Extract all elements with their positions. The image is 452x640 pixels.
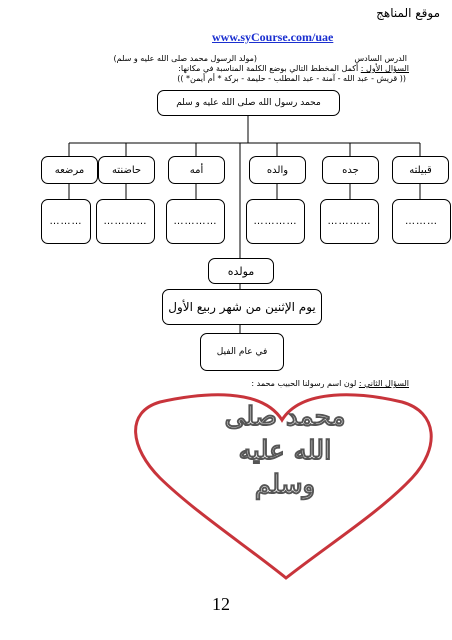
site-url-link[interactable]: www.syCourse.com/uae xyxy=(212,30,334,44)
birth-year: في عام الفيل xyxy=(200,333,284,371)
answer-blank-caretaker[interactable]: ………… xyxy=(96,199,155,244)
category-mother: أمه xyxy=(168,156,225,184)
category-wetnurse: مرضعه xyxy=(41,156,98,184)
question-two xyxy=(251,379,409,388)
page-number: 12 xyxy=(212,594,230,614)
category-grandfather: جده xyxy=(322,156,379,184)
diagram-root: محمد رسول الله صلى الله عليه و سلم xyxy=(157,90,340,116)
answer-blank-grandfather[interactable]: ………… xyxy=(320,199,379,244)
heart-text-line1[interactable]: محمد صلى xyxy=(224,402,346,432)
answer-blank-father[interactable]: ………… xyxy=(246,199,305,244)
question-two-text: لون اسم رسولنا الحبيب محمد : xyxy=(251,379,357,388)
category-tribe: قبيلته xyxy=(392,156,449,184)
site-name: موقع المناهج xyxy=(376,6,440,20)
answer-blank-tribe[interactable]: ……… xyxy=(392,199,451,244)
lesson-title: الدرس السادس xyxy=(354,54,407,63)
category-caretaker: حاضنته xyxy=(98,156,155,184)
birth-day: يوم الإثنين من شهر ربيع الأول xyxy=(162,289,322,325)
answer-blank-mother[interactable]: ………… xyxy=(166,199,225,244)
birth-label: مولده xyxy=(208,258,274,284)
word-bank: (( قريش - عبد الله - آمنة - عبد المطلب - حليمة - بركة * أم أيمن* )) xyxy=(177,74,406,83)
question-two-label: السؤال الثاني : xyxy=(358,379,409,388)
answer-blank-wetnurse[interactable]: ……… xyxy=(41,199,91,244)
question-one-label: السؤال الأول : xyxy=(360,64,409,73)
heart-text-line2[interactable]: الله عليه xyxy=(238,436,332,466)
heart-text-line3[interactable]: وسلم xyxy=(254,470,316,500)
question-one-text: أكمل المخطط التالي بوضع الكلمة المناسبة في مكانها: xyxy=(178,64,359,73)
lesson-subtitle: (مولد الرسول محمد صلى الله عليه و سلم) xyxy=(113,54,257,63)
category-father: والده xyxy=(249,156,306,184)
